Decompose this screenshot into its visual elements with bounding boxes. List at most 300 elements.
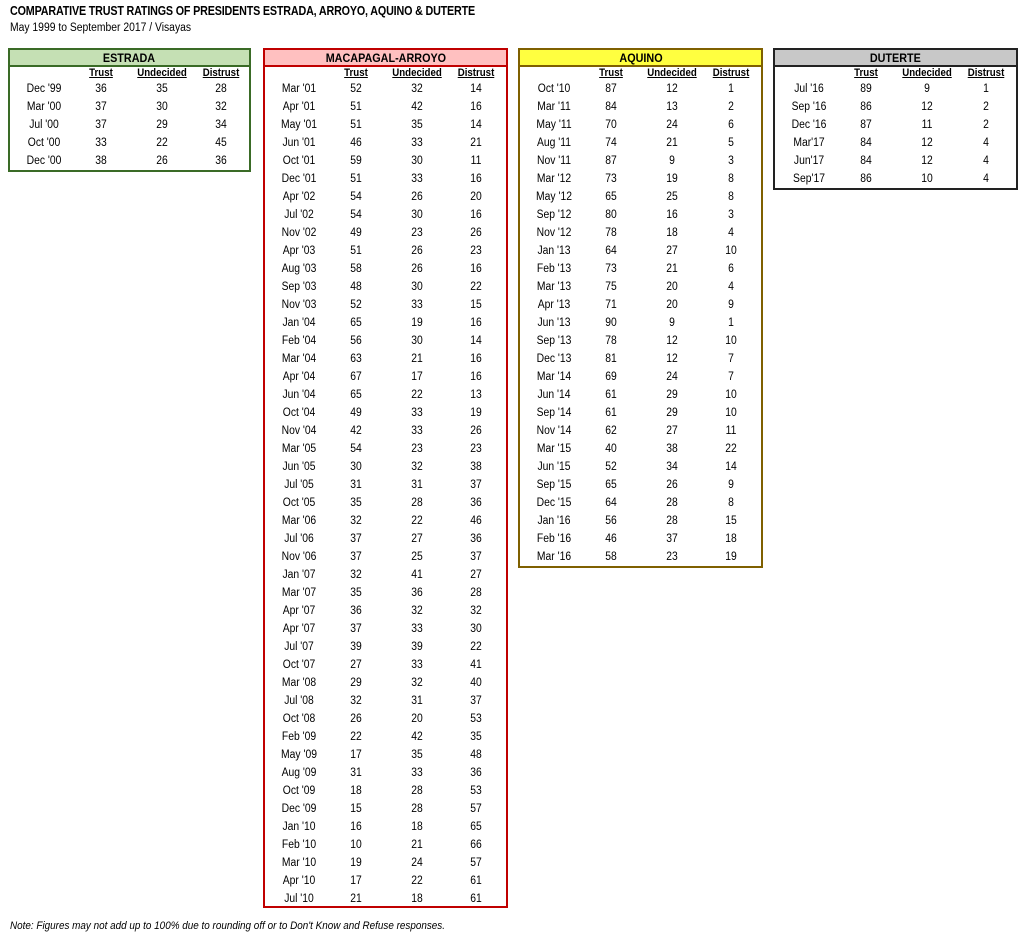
panel-aquino — [518, 48, 763, 568]
cell-distrust: 28 — [470, 587, 482, 599]
cell-distrust: 19 — [470, 407, 482, 419]
table-row — [265, 225, 506, 243]
table-row — [265, 135, 506, 153]
table-row — [10, 99, 249, 117]
cell-trust: 56 — [605, 515, 617, 527]
table-row — [775, 117, 1016, 135]
cell-date: Dec '13 — [536, 353, 572, 365]
cell-distrust: 4 — [728, 281, 734, 293]
table-row — [775, 81, 1016, 99]
table-row — [265, 387, 506, 405]
cell-trust: 58 — [350, 263, 362, 275]
cell-distrust: 28 — [215, 83, 227, 95]
cell-undecided: 22 — [411, 515, 423, 527]
table-row — [265, 783, 506, 801]
cell-date: Apr '03 — [282, 245, 316, 257]
cell-date: Mar '15 — [536, 443, 572, 455]
cell-date: Jan '07 — [282, 569, 316, 581]
cell-date: Sep'17 — [793, 173, 825, 185]
cell-trust: 51 — [350, 245, 362, 257]
cell-trust: 54 — [350, 191, 362, 203]
cell-date: Sep '16 — [791, 101, 827, 113]
cell-trust: 48 — [350, 281, 362, 293]
cell-distrust: 14 — [725, 461, 737, 473]
cell-undecided: 28 — [666, 497, 678, 509]
table-row — [265, 369, 506, 387]
cell-distrust: 27 — [470, 569, 482, 581]
table-row — [520, 225, 761, 243]
cell-undecided: 22 — [156, 137, 168, 149]
cell-date: Oct '10 — [537, 83, 571, 95]
cell-date: Oct '04 — [282, 407, 316, 419]
cell-undecided: 22 — [411, 389, 423, 401]
cell-date: Sep '03 — [281, 281, 317, 293]
cell-distrust: 1 — [983, 83, 989, 95]
table-rows — [265, 81, 506, 909]
table-row — [520, 81, 761, 99]
cell-trust: 42 — [350, 425, 362, 437]
cell-trust: 70 — [605, 119, 617, 131]
cell-trust: 46 — [605, 533, 617, 545]
cell-distrust: 16 — [470, 317, 482, 329]
cell-distrust: 36 — [470, 533, 482, 545]
cell-distrust: 6 — [728, 263, 734, 275]
cell-undecided: 29 — [666, 389, 678, 401]
table-row — [265, 153, 506, 171]
cell-distrust: 4 — [728, 227, 734, 239]
cell-trust: 87 — [860, 119, 872, 131]
cell-trust: 26 — [350, 713, 362, 725]
cell-undecided: 26 — [411, 263, 423, 275]
cell-trust: 80 — [605, 209, 617, 221]
table-row — [265, 603, 506, 621]
cell-undecided: 9 — [669, 155, 675, 167]
cell-trust: 19 — [350, 857, 362, 869]
cell-distrust: 14 — [470, 119, 482, 131]
cell-distrust: 37 — [470, 479, 482, 491]
cell-distrust: 10 — [725, 245, 737, 257]
cell-distrust: 15 — [470, 299, 482, 311]
table-row — [265, 351, 506, 369]
cell-date: Feb '10 — [281, 839, 317, 851]
cell-trust: 38 — [95, 155, 107, 167]
cell-trust: 89 — [860, 83, 872, 95]
cell-date: Nov '02 — [281, 227, 317, 239]
cell-date: May '12 — [536, 191, 572, 203]
cell-distrust: 16 — [470, 209, 482, 221]
cell-date: Jun '05 — [282, 461, 316, 473]
cell-trust: 65 — [605, 191, 617, 203]
cell-date: Dec '00 — [26, 155, 62, 167]
table-row — [520, 99, 761, 117]
cell-trust: 33 — [95, 137, 107, 149]
table-row — [520, 189, 761, 207]
cell-trust: 61 — [605, 407, 617, 419]
col-undecided-header: Undecided — [392, 67, 442, 79]
cell-distrust: 35 — [470, 731, 482, 743]
col-trust-header: Trust — [89, 67, 113, 79]
table-rows — [520, 81, 761, 567]
cell-distrust: 19 — [725, 551, 737, 563]
cell-trust: 37 — [95, 101, 107, 113]
cell-undecided: 20 — [666, 281, 678, 293]
table-row — [10, 117, 249, 135]
col-undecided-header: Undecided — [902, 67, 952, 79]
cell-trust: 54 — [350, 443, 362, 455]
cell-distrust: 57 — [470, 803, 482, 815]
table-row — [520, 441, 761, 459]
cell-undecided: 12 — [921, 137, 933, 149]
cell-date: Mar '12 — [536, 173, 572, 185]
cell-date: Mar '14 — [536, 371, 572, 383]
table-row — [265, 495, 506, 513]
cell-trust: 31 — [350, 479, 362, 491]
cell-undecided: 30 — [411, 209, 423, 221]
table-row — [265, 279, 506, 297]
panel-header — [10, 50, 249, 67]
cell-distrust: 10 — [725, 335, 737, 347]
table-row — [520, 351, 761, 369]
cell-trust: 78 — [605, 335, 617, 347]
cell-date: Apr '10 — [282, 875, 316, 887]
cell-distrust: 26 — [470, 227, 482, 239]
cell-distrust: 16 — [470, 353, 482, 365]
table-row — [265, 639, 506, 657]
cell-date: Oct '01 — [282, 155, 316, 167]
table-row — [265, 207, 506, 225]
cell-date: Apr '07 — [282, 605, 316, 617]
cell-distrust: 30 — [470, 623, 482, 635]
cell-date: Sep '14 — [536, 407, 572, 419]
cell-distrust: 16 — [470, 173, 482, 185]
cell-trust: 81 — [605, 353, 617, 365]
table-row — [265, 819, 506, 837]
table-row — [265, 243, 506, 261]
table-row — [265, 297, 506, 315]
col-trust-header: Trust — [344, 67, 368, 79]
cell-distrust: 8 — [728, 191, 734, 203]
cell-distrust: 36 — [470, 767, 482, 779]
cell-date: Jan '10 — [282, 821, 316, 833]
cell-distrust: 20 — [470, 191, 482, 203]
cell-undecided: 29 — [666, 407, 678, 419]
cell-date: Nov '11 — [536, 155, 572, 167]
cell-undecided: 12 — [666, 335, 678, 347]
cell-date: Jul '06 — [284, 533, 314, 545]
col-undecided-header: Undecided — [647, 67, 697, 79]
cell-trust: 16 — [350, 821, 362, 833]
cell-date: Mar '08 — [281, 677, 317, 689]
table-row — [265, 171, 506, 189]
cell-distrust: 2 — [983, 119, 989, 131]
cell-date: Feb '13 — [536, 263, 572, 275]
table-row — [520, 135, 761, 153]
cell-trust: 27 — [350, 659, 362, 671]
cell-undecided: 34 — [666, 461, 678, 473]
cell-undecided: 33 — [411, 767, 423, 779]
cell-date: Aug '11 — [536, 137, 572, 149]
cell-distrust: 4 — [983, 137, 989, 149]
cell-undecided: 22 — [411, 875, 423, 887]
cell-date: Jul '07 — [284, 641, 314, 653]
table-row — [520, 495, 761, 513]
cell-undecided: 30 — [411, 155, 423, 167]
cell-undecided: 13 — [666, 101, 678, 113]
table-row — [520, 369, 761, 387]
panel-estrada — [8, 48, 251, 172]
footnote: Note: Figures may not add up to 100% due to rounding off or to Don't Know and Refuse responses. — [10, 920, 446, 932]
cell-undecided: 16 — [666, 209, 678, 221]
cell-trust: 63 — [350, 353, 362, 365]
cell-undecided: 42 — [411, 101, 423, 113]
table-row — [265, 117, 506, 135]
cell-undecided: 28 — [411, 803, 423, 815]
cell-trust: 31 — [350, 767, 362, 779]
panel-header — [265, 50, 506, 67]
cell-date: Jun '13 — [537, 317, 571, 329]
page-subtitle: May 1999 to September 2017 / Visayas — [10, 22, 192, 34]
cell-distrust: 6 — [728, 119, 734, 131]
cell-date: Dec '09 — [281, 803, 317, 815]
cell-undecided: 12 — [666, 353, 678, 365]
cell-undecided: 32 — [411, 461, 423, 473]
cell-undecided: 26 — [411, 191, 423, 203]
table-row — [775, 153, 1016, 171]
cell-trust: 37 — [95, 119, 107, 131]
cell-undecided: 33 — [411, 659, 423, 671]
cell-distrust: 22 — [470, 281, 482, 293]
table-row — [520, 423, 761, 441]
cell-distrust: 3 — [728, 155, 734, 167]
table-row — [265, 477, 506, 495]
cell-date: Oct '07 — [282, 659, 316, 671]
cell-date: Mar '11 — [537, 101, 571, 113]
table-row — [265, 711, 506, 729]
col-distrust-header: Distrust — [202, 67, 240, 79]
cell-distrust: 5 — [728, 137, 734, 149]
cell-undecided: 12 — [666, 83, 678, 95]
table-row — [265, 585, 506, 603]
cell-distrust: 18 — [725, 533, 737, 545]
cell-trust: 67 — [350, 371, 362, 383]
column-headers — [265, 67, 506, 81]
cell-undecided: 20 — [411, 713, 423, 725]
cell-date: Nov '06 — [281, 551, 317, 563]
cell-trust: 32 — [350, 695, 362, 707]
cell-undecided: 21 — [411, 353, 423, 365]
cell-trust: 74 — [605, 137, 617, 149]
cell-date: Jun '04 — [282, 389, 316, 401]
cell-date: Oct '09 — [282, 785, 316, 797]
cell-distrust: 2 — [983, 101, 989, 113]
cell-undecided: 19 — [666, 173, 678, 185]
cell-trust: 84 — [860, 155, 872, 167]
cell-date: Feb '04 — [281, 335, 317, 347]
cell-undecided: 33 — [411, 299, 423, 311]
table-row — [265, 693, 506, 711]
cell-undecided: 20 — [666, 299, 678, 311]
table-row — [265, 729, 506, 747]
cell-undecided: 26 — [666, 479, 678, 491]
table-row — [520, 153, 761, 171]
cell-date: Jun '14 — [537, 389, 571, 401]
cell-distrust: 21 — [470, 137, 482, 149]
cell-undecided: 21 — [666, 263, 678, 275]
cell-trust: 17 — [350, 875, 362, 887]
cell-undecided: 32 — [411, 605, 423, 617]
cell-date: Jan '16 — [537, 515, 571, 527]
table-row — [775, 135, 1016, 153]
panel-title: AQUINO — [618, 51, 663, 65]
cell-trust: 51 — [350, 173, 362, 185]
cell-undecided: 29 — [156, 119, 168, 131]
table-row — [265, 747, 506, 765]
cell-trust: 29 — [350, 677, 362, 689]
cell-date: Jun '15 — [537, 461, 571, 473]
cell-trust: 49 — [350, 407, 362, 419]
panel-title: ESTRADA — [103, 51, 156, 65]
cell-distrust: 36 — [470, 497, 482, 509]
cell-undecided: 30 — [411, 335, 423, 347]
cell-undecided: 27 — [666, 425, 678, 437]
cell-distrust: 38 — [470, 461, 482, 473]
cell-distrust: 4 — [983, 155, 989, 167]
cell-distrust: 40 — [470, 677, 482, 689]
cell-date: Aug '09 — [281, 767, 317, 779]
cell-date: Sep '12 — [536, 209, 572, 221]
table-row — [265, 405, 506, 423]
cell-distrust: 9 — [728, 299, 734, 311]
cell-date: Mar '16 — [536, 551, 572, 563]
cell-distrust: 15 — [725, 515, 737, 527]
cell-trust: 51 — [350, 119, 362, 131]
table-row — [520, 405, 761, 423]
cell-date: Dec '15 — [536, 497, 572, 509]
cell-undecided: 39 — [411, 641, 423, 653]
cell-date: Jan '13 — [537, 245, 571, 257]
table-row — [265, 567, 506, 585]
table-rows — [775, 81, 1016, 189]
cell-date: Oct '08 — [282, 713, 316, 725]
cell-date: Mar'17 — [793, 137, 825, 149]
cell-trust: 65 — [350, 389, 362, 401]
cell-undecided: 18 — [411, 893, 423, 905]
cell-distrust: 4 — [983, 173, 989, 185]
table-row — [265, 315, 506, 333]
cell-undecided: 21 — [411, 839, 423, 851]
cell-distrust: 8 — [728, 173, 734, 185]
table-row — [265, 891, 506, 909]
col-distrust-header: Distrust — [712, 67, 750, 79]
cell-date: Sep '15 — [536, 479, 572, 491]
col-trust-header: Trust — [854, 67, 878, 79]
cell-date: Apr '13 — [537, 299, 571, 311]
cell-trust: 71 — [605, 299, 617, 311]
cell-undecided: 36 — [411, 587, 423, 599]
table-row — [520, 315, 761, 333]
cell-trust: 86 — [860, 173, 872, 185]
cell-undecided: 10 — [921, 173, 933, 185]
table-rows — [10, 81, 249, 171]
table-row — [520, 531, 761, 549]
cell-undecided: 35 — [156, 83, 168, 95]
cell-date: Nov '04 — [281, 425, 317, 437]
col-distrust-header: Distrust — [967, 67, 1005, 79]
cell-distrust: 10 — [725, 407, 737, 419]
cell-undecided: 21 — [666, 137, 678, 149]
cell-date: Nov '03 — [281, 299, 317, 311]
table-row — [520, 171, 761, 189]
cell-distrust: 22 — [725, 443, 737, 455]
cell-date: Mar '06 — [281, 515, 317, 527]
cell-distrust: 61 — [470, 875, 482, 887]
cell-trust: 64 — [605, 245, 617, 257]
cell-date: Jun'17 — [793, 155, 825, 167]
cell-distrust: 45 — [215, 137, 227, 149]
cell-distrust: 8 — [728, 497, 734, 509]
cell-undecided: 9 — [669, 317, 675, 329]
table-row — [520, 333, 761, 351]
cell-date: May '01 — [281, 119, 317, 131]
cell-undecided: 42 — [411, 731, 423, 743]
cell-trust: 65 — [350, 317, 362, 329]
cell-trust: 54 — [350, 209, 362, 221]
table-row — [520, 243, 761, 261]
cell-trust: 90 — [605, 317, 617, 329]
cell-distrust: 16 — [470, 263, 482, 275]
cell-trust: 78 — [605, 227, 617, 239]
cell-distrust: 32 — [470, 605, 482, 617]
cell-distrust: 11 — [725, 425, 737, 437]
table-row — [520, 387, 761, 405]
table-row — [265, 423, 506, 441]
table-row — [265, 549, 506, 567]
cell-trust: 40 — [605, 443, 617, 455]
cell-date: Jul '16 — [794, 83, 824, 95]
cell-date: Apr '07 — [282, 623, 316, 635]
cell-undecided: 28 — [411, 785, 423, 797]
cell-undecided: 28 — [666, 515, 678, 527]
cell-distrust: 53 — [470, 713, 482, 725]
cell-distrust: 9 — [728, 479, 734, 491]
cell-distrust: 11 — [470, 155, 482, 167]
column-headers — [10, 67, 249, 81]
cell-distrust: 61 — [470, 893, 482, 905]
cell-trust: 22 — [350, 731, 362, 743]
table-row — [10, 135, 249, 153]
cell-trust: 32 — [350, 515, 362, 527]
cell-trust: 37 — [350, 551, 362, 563]
table-row — [520, 261, 761, 279]
cell-trust: 75 — [605, 281, 617, 293]
cell-date: Dec '01 — [281, 173, 317, 185]
cell-date: Nov '14 — [536, 425, 572, 437]
table-row — [520, 207, 761, 225]
table-row — [265, 657, 506, 675]
cell-trust: 64 — [605, 497, 617, 509]
table-row — [520, 279, 761, 297]
cell-undecided: 33 — [411, 623, 423, 635]
cell-undecided: 41 — [411, 569, 423, 581]
cell-trust: 39 — [350, 641, 362, 653]
col-distrust-header: Distrust — [457, 67, 495, 79]
cell-date: Nov '12 — [536, 227, 572, 239]
cell-trust: 87 — [605, 155, 617, 167]
cell-date: Mar '00 — [26, 101, 62, 113]
cell-distrust: 3 — [728, 209, 734, 221]
cell-undecided: 25 — [411, 551, 423, 563]
cell-undecided: 12 — [921, 155, 933, 167]
